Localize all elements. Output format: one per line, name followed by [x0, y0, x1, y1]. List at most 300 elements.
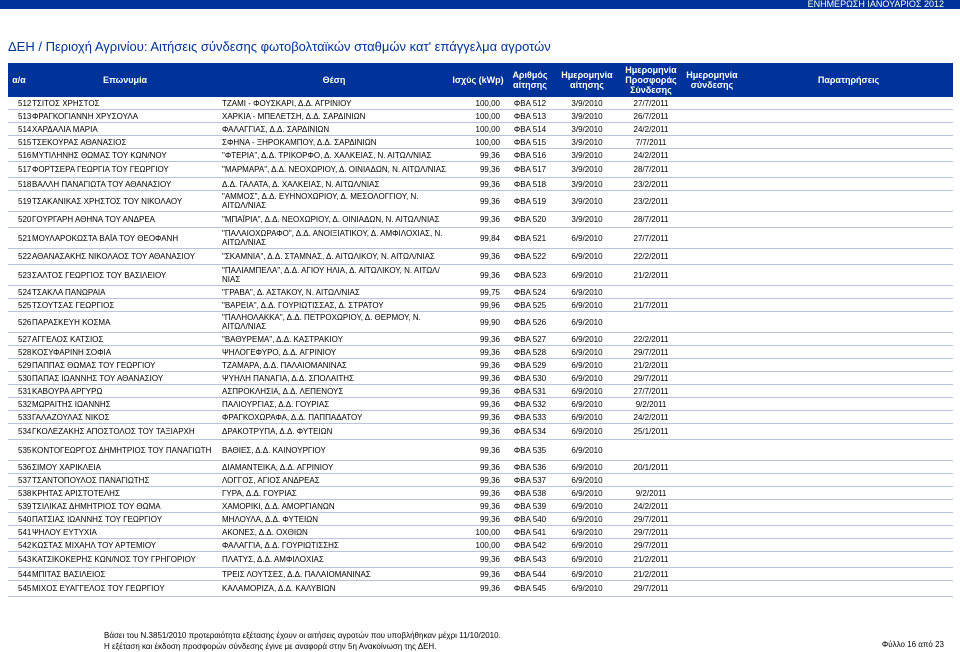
cell-name: ΦΟΡΤΣΕΡΑ ΓΕΩΡΓΙΑ ΤΟΥ ΓΕΩΡΓΙΟΥ	[30, 162, 220, 178]
cell-name: ΒΑΛΛΗ ΠΑΝΑΓΙΩΤΑ ΤΟΥ ΑΘΑΝΑΣΙΟΥ	[30, 178, 220, 191]
cell-aa: 517	[8, 162, 30, 178]
cell-place: "ΠΑΛΙΑΜΠΕΛΑ", Δ.Δ. ΑΓΙΟΥ ΗΛΙΑ, Δ. ΑΙΤΩΛΙΚΟΥ, Ν. ΑΙΤΩΛ/ΝΙΑΣ	[220, 265, 448, 286]
cell-aa: 541	[8, 526, 30, 539]
cell-power: 100,00	[448, 123, 508, 136]
cell-place: ΛΟΓΓΟΣ, ΑΓΙΟΣ ΑΝΔΡΕΑΣ	[220, 474, 448, 487]
cell-offer-date: 29/7/2011	[622, 513, 680, 526]
cell-place: ΑΣΠΡΟΚΛΗΣΙΑ, Δ.Δ. ΛΕΠΕΝΟΥΣ	[220, 385, 448, 398]
cell-application-date: 6/9/2010	[552, 474, 622, 487]
cell-aa: 538	[8, 487, 30, 500]
cell-name: ΠΑΠΠΑΣ ΘΩΜΑΣ ΤΟΥ ΓΕΩΡΓΙΟΥ	[30, 359, 220, 372]
cell-connection-date	[680, 212, 744, 228]
table-row	[8, 97, 953, 110]
cell-place: ΣΦΗΝΑ - ΞΗΡΟΚΑΜΠΟΥ, Δ.Δ. ΣΑΡΔΙΝΙΩΝ	[220, 136, 448, 149]
cell-application-date: 6/9/2010	[552, 539, 622, 552]
cell-offer-date: 28/7/2011	[622, 212, 680, 228]
cell-connection-date	[680, 191, 744, 212]
header-place: Θέση	[220, 63, 448, 97]
cell-power: 99,36	[448, 568, 508, 581]
table-row	[8, 461, 953, 474]
cell-offer-date: 24/2/2011	[622, 123, 680, 136]
cell-power: 99,75	[448, 286, 508, 299]
cell-place: "ΑΜΜΟΣ", Δ.Δ. ΕΥΗΝΟΧΩΡΙΟΥ, Δ. ΜΕΣΟΛΟΓΓΙΟΥ, Ν. ΑΙΤΩΛ/ΝΙΑΣ	[220, 191, 448, 212]
cell-notes	[744, 212, 953, 228]
cell-power: 99,36	[448, 191, 508, 212]
cell-power: 99,36	[448, 552, 508, 568]
cell-application-number: ΦΒΑ 512	[508, 97, 552, 110]
cell-notes	[744, 568, 953, 581]
cell-offer-date: 7/7/2011	[622, 136, 680, 149]
cell-offer-date: 22/2/2011	[622, 333, 680, 346]
cell-place: ΦΡΑΓΚΟΧΩΡΑΦΑ, Δ.Δ. ΠΑΠΠΑΔΑΤΟΥ	[220, 411, 448, 424]
cell-offer-date: 27/7/2011	[622, 228, 680, 249]
cell-power: 100,00	[448, 539, 508, 552]
cell-connection-date	[680, 581, 744, 597]
cell-offer-date	[622, 312, 680, 333]
cell-offer-date: 27/7/2011	[622, 97, 680, 110]
cell-place: ΔΡΑΚΟΤΡΥΠΑ, Δ.Δ. ΦΥΤΕΙΩΝ	[220, 424, 448, 440]
cell-offer-date	[622, 286, 680, 299]
cell-notes	[744, 299, 953, 312]
cell-notes	[744, 178, 953, 191]
cell-application-number: ΦΒΑ 528	[508, 346, 552, 359]
cell-place: ΓΥΡΑ, Δ.Δ. ΓΟΥΡΙΑΣ	[220, 487, 448, 500]
cell-connection-date	[680, 539, 744, 552]
table-header-row	[8, 63, 953, 97]
cell-connection-date	[680, 249, 744, 265]
cell-notes	[744, 359, 953, 372]
cell-connection-date	[680, 568, 744, 581]
cell-application-number: ΦΒΑ 513	[508, 110, 552, 123]
cell-name: ΚΟΝΤΟΓΕΩΡΓΟΣ ΔΗΜΗΤΡΙΟΣ ΤΟΥ ΠΑΝΑΓΙΩΤΗ	[30, 440, 220, 461]
cell-connection-date	[680, 286, 744, 299]
cell-notes	[744, 265, 953, 286]
header-application-date: Ημερομηνία αίτησης	[552, 63, 622, 97]
cell-name: ΠΑΤΣΙΑΣ ΙΩΑΝΝΗΣ ΤΟΥ ΓΕΩΡΓΙΟΥ	[30, 513, 220, 526]
cell-connection-date	[680, 526, 744, 539]
cell-notes	[744, 346, 953, 359]
cell-power: 99,36	[448, 346, 508, 359]
header-connection-date: Ημερομηνία σύνδεσης	[680, 63, 744, 97]
cell-name: ΣΙΜΟΥ ΧΑΡΙΚΛΕΙΑ	[30, 461, 220, 474]
cell-power: 99,36	[448, 385, 508, 398]
cell-place: "ΦΤΕΡΙΑ", Δ.Δ. ΤΡΙΚΟΡΦΟ, Δ. ΧΑΛΚΕΙΑΣ, Ν. ΑΙΤΩΛ/ΝΙΑΣ	[220, 149, 448, 162]
cell-name: ΤΣΑΚΛΑ ΠΑΝΩΡΑΙΑ	[30, 286, 220, 299]
cell-application-date: 6/9/2010	[552, 333, 622, 346]
cell-notes	[744, 513, 953, 526]
cell-application-date: 6/9/2010	[552, 286, 622, 299]
cell-application-number: ΦΒΑ 516	[508, 149, 552, 162]
cell-name: ΧΑΡΔΑΛΙΑ ΜΑΡΙΑ	[30, 123, 220, 136]
cell-place: ΨΗΛΟΓΕΦΥΡΟ, Δ.Δ. ΑΓΡΙΝΙΟΥ	[220, 346, 448, 359]
cell-offer-date: 24/2/2011	[622, 149, 680, 162]
cell-power: 100,00	[448, 136, 508, 149]
cell-offer-date: 29/7/2011	[622, 581, 680, 597]
cell-notes	[744, 526, 953, 539]
cell-aa: 534	[8, 424, 30, 440]
cell-place: ΦΑΛΑΓΓΙΑ, Δ.Δ. ΓΟΥΡΙΩΤΙΣΣΗΣ	[220, 539, 448, 552]
cell-connection-date	[680, 411, 744, 424]
cell-connection-date	[680, 97, 744, 110]
cell-name: ΠΑΠΑΣ ΙΩΑΝΝΗΣ ΤΟΥ ΑΘΑΝΑΣΙΟΥ	[30, 372, 220, 385]
cell-application-date: 6/9/2010	[552, 513, 622, 526]
cell-place: ΨΥΗΛΗ ΠΑΝΑΓΙΑ, Δ.Δ. ΣΠΟΛΑΙΤΗΣ	[220, 372, 448, 385]
header-notes: Παρατηρήσεις	[744, 63, 953, 97]
cell-offer-date: 20/1/2011	[622, 461, 680, 474]
cell-aa: 516	[8, 149, 30, 162]
table-row	[8, 385, 953, 398]
cell-application-number: ΦΒΑ 534	[508, 424, 552, 440]
cell-connection-date	[680, 123, 744, 136]
cell-place: "ΜΠΑΪΡΙΑ", Δ.Δ. ΝΕΟΧΩΡΙΟΥ, Δ. ΟΙΝΙΑΔΩΝ, Ν. ΑΙΤΩΛ/ΝΙΑΣ	[220, 212, 448, 228]
cell-connection-date	[680, 265, 744, 286]
cell-application-number: ΦΒΑ 543	[508, 552, 552, 568]
cell-application-number: ΦΒΑ 532	[508, 398, 552, 411]
cell-offer-date: 27/7/2011	[622, 385, 680, 398]
cell-name: ΑΓΓΕΛΟΣ ΚΑΤΣΙΟΣ	[30, 333, 220, 346]
cell-application-number: ΦΒΑ 542	[508, 539, 552, 552]
cell-power: 99,36	[448, 474, 508, 487]
table-row	[8, 178, 953, 191]
cell-application-number: ΦΒΑ 529	[508, 359, 552, 372]
cell-notes	[744, 581, 953, 597]
cell-power: 99,36	[448, 249, 508, 265]
cell-offer-date: 29/7/2011	[622, 539, 680, 552]
cell-name: ΤΣΑΝΤΟΠΟΥΛΟΣ ΠΑΝΑΓΙΩΤΗΣ	[30, 474, 220, 487]
cell-connection-date	[680, 398, 744, 411]
cell-notes	[744, 110, 953, 123]
cell-application-date: 6/9/2010	[552, 346, 622, 359]
cell-connection-date	[680, 385, 744, 398]
cell-connection-date	[680, 474, 744, 487]
table-row	[8, 500, 953, 513]
cell-connection-date	[680, 461, 744, 474]
table-row	[8, 286, 953, 299]
cell-application-date: 6/9/2010	[552, 299, 622, 312]
table-row	[8, 411, 953, 424]
cell-aa: 543	[8, 552, 30, 568]
cell-power: 99,36	[448, 372, 508, 385]
cell-aa: 545	[8, 581, 30, 597]
cell-name: ΤΣΕΚΟΥΡΑΣ ΑΘΑΝΑΣΙΟΣ	[30, 136, 220, 149]
cell-offer-date: 26/7/2011	[622, 110, 680, 123]
cell-application-number: ΦΒΑ 544	[508, 568, 552, 581]
header-offer-date: Ημερομηνία Προσφοράς Σύνδεσης	[622, 63, 680, 97]
cell-name: ΜΟΥΛΑΡΟΚΩΣΤΑ ΒΑΪΑ ΤΟΥ ΘΕΟΦΑΝΗ	[30, 228, 220, 249]
table-row	[8, 136, 953, 149]
cell-offer-date: 28/7/2011	[622, 162, 680, 178]
cell-application-number: ΦΒΑ 535	[508, 440, 552, 461]
table-row	[8, 346, 953, 359]
table-row	[8, 110, 953, 123]
cell-aa: 539	[8, 500, 30, 513]
cell-power: 99,36	[448, 162, 508, 178]
cell-offer-date	[622, 474, 680, 487]
cell-connection-date	[680, 346, 744, 359]
cell-application-date: 6/9/2010	[552, 424, 622, 440]
cell-aa: 514	[8, 123, 30, 136]
cell-name: ΦΡΑΓΚΟΓΙΑΝΝΗ ΧΡΥΣΟΥΛΑ	[30, 110, 220, 123]
cell-application-date: 3/9/2010	[552, 178, 622, 191]
cell-application-date: 6/9/2010	[552, 385, 622, 398]
cell-notes	[744, 424, 953, 440]
cell-place: "ΒΑΡΕΙΑ", Δ.Δ. ΓΟΥΡΙΩΤΙΣΣΑΣ, Δ. ΣΤΡΑΤΟΥ	[220, 299, 448, 312]
cell-aa: 540	[8, 513, 30, 526]
table-row	[8, 162, 953, 178]
footer-line-2: Η εξέταση και έκδοση προσφορών σύνδεσης έγινε με αναφορά στην 5η Ανακοίνωση της ΔΕΗ.	[104, 642, 437, 651]
cell-name: ΚΩΣΤΑΣ ΜΙΧΑΗΛ ΤΟΥ ΑΡΤΕΜΙΟΥ	[30, 539, 220, 552]
footer-note	[104, 630, 501, 652]
cell-notes	[744, 372, 953, 385]
cell-notes	[744, 398, 953, 411]
cell-power: 99,36	[448, 487, 508, 500]
cell-application-number: ΦΒΑ 524	[508, 286, 552, 299]
cell-name: ΚΑΤΣΙΚΟΚΕΡΗΣ ΚΩΝ/ΝΟΣ ΤΟΥ ΓΡΗΓΟΡΙΟΥ	[30, 552, 220, 568]
cell-power: 99,36	[448, 265, 508, 286]
cell-offer-date: 9/2/2011	[622, 398, 680, 411]
cell-place: ΠΑΛΙΟΥΡΓΙΑΣ, Δ.Δ. ΓΟΥΡΙΑΣ	[220, 398, 448, 411]
cell-name: ΣΑΛΤΟΣ ΓΕΩΡΓΙΟΣ ΤΟΥ ΒΑΣΙΛΕΙΟΥ	[30, 265, 220, 286]
table-row	[8, 372, 953, 385]
cell-place: ΤΡΕΙΣ ΛΟΥΤΣΕΣ, Δ.Δ. ΠΑΛΑΙΟΜΑΝΙΝΑΣ	[220, 568, 448, 581]
cell-offer-date: 25/1/2011	[622, 424, 680, 440]
cell-application-date: 6/9/2010	[552, 568, 622, 581]
cell-connection-date	[680, 299, 744, 312]
cell-power: 99,36	[448, 178, 508, 191]
applications-table	[8, 63, 953, 597]
cell-offer-date: 29/7/2011	[622, 346, 680, 359]
cell-application-number: ΦΒΑ 539	[508, 500, 552, 513]
cell-place: ΒΑΘΙΕΣ, Δ.Δ. ΚΑΙΝΟΥΡΓΙΟΥ	[220, 440, 448, 461]
cell-application-number: ΦΒΑ 526	[508, 312, 552, 333]
cell-name: ΑΘΑΝΑΣΑΚΗΣ ΝΙΚΟΛΑΟΣ ΤΟΥ ΑΘΑΝΑΣΙΟΥ	[30, 249, 220, 265]
cell-application-number: ΦΒΑ 517	[508, 162, 552, 178]
cell-place: ΦΑΛΑΓΓΙΑΣ, Δ.Δ. ΣΑΡΔΙΝΙΩΝ	[220, 123, 448, 136]
cell-name: ΨΗΛΟΥ ΕΥΤΥΧΙΑ	[30, 526, 220, 539]
cell-notes	[744, 249, 953, 265]
cell-application-date: 6/9/2010	[552, 249, 622, 265]
cell-application-number: ΦΒΑ 541	[508, 526, 552, 539]
cell-power: 100,00	[448, 110, 508, 123]
update-label: ΕΝΗΜΕΡΩΣΗ ΙΑΝΟΥΑΡΙΟΣ 2012	[807, 0, 944, 9]
cell-power: 99,84	[448, 228, 508, 249]
cell-power: 99,36	[448, 581, 508, 597]
cell-offer-date: 29/7/2011	[622, 526, 680, 539]
cell-aa: 532	[8, 398, 30, 411]
cell-name: ΜΩΡΑΙΤΗΣ ΙΩΑΝΝΗΣ	[30, 398, 220, 411]
cell-application-number: ΦΒΑ 521	[508, 228, 552, 249]
cell-notes	[744, 552, 953, 568]
cell-place: ΤΖΑΜΑΡΑ, Δ.Δ. ΠΑΛΑΙΟΜΑΝΙΝΑΣ	[220, 359, 448, 372]
cell-aa: 519	[8, 191, 30, 212]
cell-connection-date	[680, 552, 744, 568]
cell-offer-date: 23/2/2011	[622, 178, 680, 191]
cell-connection-date	[680, 487, 744, 500]
cell-name: ΜΙΧΟΣ ΕΥΑΓΓΕΛΟΣ ΤΟΥ ΓΕΩΡΓΙΟΥ	[30, 581, 220, 597]
cell-aa: 515	[8, 136, 30, 149]
cell-connection-date	[680, 136, 744, 149]
cell-place: ΧΑΜΟΡΙΚΙ, Δ.Δ. ΑΜΟΡΓΙΑΝΩΝ	[220, 500, 448, 513]
table-row	[8, 333, 953, 346]
cell-name: ΚΑΒΟΥΡΑ ΑΡΓΥΡΩ	[30, 385, 220, 398]
cell-connection-date	[680, 110, 744, 123]
cell-application-date: 3/9/2010	[552, 97, 622, 110]
cell-notes	[744, 149, 953, 162]
cell-application-number: ΦΒΑ 525	[508, 299, 552, 312]
document-title: ΔΕΗ / Περιοχή Αγρινίου: Αιτήσεις σύνδεσης φωτοβολταϊκών σταθμών κατ' επάγγελμα αγροτών	[8, 39, 551, 54]
cell-application-number: ΦΒΑ 519	[508, 191, 552, 212]
table-row	[8, 440, 953, 461]
cell-place: ΧΑΡΚΙΑ - ΜΠΕΛΕΤΣΗ, Δ.Δ. ΣΑΡΔΙΝΙΩΝ	[220, 110, 448, 123]
cell-place: Δ.Δ. ΓΑΛΑΤΑ, Δ. ΧΑΛΚΕΙΑΣ, Ν. ΑΙΤΩΛ/ΝΙΑΣ	[220, 178, 448, 191]
cell-place: ΤΖΑΜΙ - ΦΟΥΣΚΑΡΙ, Δ.Δ. ΑΓΡΙΝΙΟΥ	[220, 97, 448, 110]
cell-application-number: ΦΒΑ 515	[508, 136, 552, 149]
cell-power: 99,36	[448, 500, 508, 513]
cell-aa: 529	[8, 359, 30, 372]
cell-aa: 523	[8, 265, 30, 286]
cell-aa: 526	[8, 312, 30, 333]
cell-application-date: 6/9/2010	[552, 312, 622, 333]
cell-notes	[744, 500, 953, 513]
cell-aa: 513	[8, 110, 30, 123]
cell-place: ΔΙΑΜΑΝΤΕΙΚΑ, Δ.Δ. ΑΓΡΙΝΙΟΥ	[220, 461, 448, 474]
table-row	[8, 487, 953, 500]
cell-notes	[744, 411, 953, 424]
cell-aa: 520	[8, 212, 30, 228]
table-row	[8, 228, 953, 249]
cell-power: 99,36	[448, 333, 508, 346]
cell-application-date: 3/9/2010	[552, 136, 622, 149]
cell-aa: 524	[8, 286, 30, 299]
table-row	[8, 539, 953, 552]
cell-aa: 531	[8, 385, 30, 398]
cell-power: 99,36	[448, 398, 508, 411]
cell-application-number: ΦΒΑ 520	[508, 212, 552, 228]
cell-offer-date: 21/2/2011	[622, 568, 680, 581]
table-row	[8, 265, 953, 286]
cell-application-date: 3/9/2010	[552, 212, 622, 228]
cell-notes	[744, 461, 953, 474]
cell-offer-date: 21/2/2011	[622, 265, 680, 286]
cell-name: ΤΣΙΛΙΚΑΣ ΔΗΜΗΤΡΙΟΣ ΤΟΥ ΘΩΜΑ	[30, 500, 220, 513]
cell-application-date: 6/9/2010	[552, 372, 622, 385]
cell-application-date: 6/9/2010	[552, 398, 622, 411]
page-indicator: Φύλλο 16 από 23	[881, 640, 944, 649]
table-row	[8, 398, 953, 411]
cell-notes	[744, 539, 953, 552]
cell-connection-date	[680, 228, 744, 249]
cell-application-date: 6/9/2010	[552, 552, 622, 568]
cell-aa: 530	[8, 372, 30, 385]
cell-name: ΤΣΑΚΑΝΙΚΑΣ ΧΡΗΣΤΟΣ ΤΟΥ ΝΙΚΟΛΑΟΥ	[30, 191, 220, 212]
cell-place: "ΣΚΑΜΝΙΑ", Δ.Δ. ΣΤΑΜΝΑΣ, Δ. ΑΙΤΩΛΙΚΟΥ, Ν. ΑΙΤΩΛ/ΝΙΑΣ	[220, 249, 448, 265]
cell-aa: 522	[8, 249, 30, 265]
cell-application-date: 3/9/2010	[552, 149, 622, 162]
table-row	[8, 552, 953, 568]
cell-aa: 527	[8, 333, 30, 346]
cell-aa: 528	[8, 346, 30, 359]
cell-connection-date	[680, 372, 744, 385]
cell-power: 99,96	[448, 299, 508, 312]
cell-power: 99,36	[448, 411, 508, 424]
table-row	[8, 149, 953, 162]
cell-notes	[744, 191, 953, 212]
cell-application-date: 6/9/2010	[552, 461, 622, 474]
cell-offer-date: 21/2/2011	[622, 552, 680, 568]
cell-notes	[744, 440, 953, 461]
cell-name: ΓΟΥΡΓΑΡΗ ΑΘΗΝΑ ΤΟΥ ΑΝΔΡΕΑ	[30, 212, 220, 228]
cell-name: ΠΑΡΑΣΚΕΥΗ ΚΟΣΜΑ	[30, 312, 220, 333]
cell-aa: 525	[8, 299, 30, 312]
cell-connection-date	[680, 359, 744, 372]
cell-aa: 537	[8, 474, 30, 487]
cell-offer-date: 22/2/2011	[622, 249, 680, 265]
cell-connection-date	[680, 513, 744, 526]
cell-connection-date	[680, 440, 744, 461]
cell-offer-date: 21/2/2011	[622, 359, 680, 372]
cell-connection-date	[680, 149, 744, 162]
cell-application-number: ΦΒΑ 518	[508, 178, 552, 191]
table-row	[8, 513, 953, 526]
cell-name: ΜΥΤΙΛΗΝΗΣ ΘΩΜΑΣ ΤΟΥ ΚΩΝ/ΝΟΥ	[30, 149, 220, 162]
cell-place: ΜΗΛΟΥΛΑ, Δ.Δ. ΦΥΤΕΙΩΝ	[220, 513, 448, 526]
cell-application-date: 3/9/2010	[552, 123, 622, 136]
header-application-number: Αριθμός αίτησης	[508, 63, 552, 97]
cell-application-date: 6/9/2010	[552, 526, 622, 539]
cell-application-number: ΦΒΑ 527	[508, 333, 552, 346]
cell-connection-date	[680, 500, 744, 513]
cell-notes	[744, 228, 953, 249]
top-banner	[0, 0, 960, 9]
cell-aa: 542	[8, 539, 30, 552]
table-row	[8, 581, 953, 597]
cell-place: "ΜΑΡΜΑΡΑ", Δ.Δ. ΝΕΟΧΩΡΙΟΥ, Δ. ΟΙΝΙΑΔΩΝ, Ν. ΑΙΤΩΛ/ΝΙΑΣ	[220, 162, 448, 178]
cell-application-date: 6/9/2010	[552, 265, 622, 286]
table-body	[8, 97, 953, 597]
cell-application-number: ΦΒΑ 536	[508, 461, 552, 474]
header-name: Επωνυμία	[30, 63, 220, 97]
cell-offer-date: 24/2/2011	[622, 500, 680, 513]
cell-name: ΤΣΙΤΟΣ ΧΡΗΣΤΟΣ	[30, 97, 220, 110]
table-row	[8, 249, 953, 265]
cell-power: 99,36	[448, 212, 508, 228]
table-row	[8, 474, 953, 487]
cell-name: ΓΚΟΛΕΖΑΚΗΣ ΑΠΟΣΤΟΛΟΣ ΤΟΥ ΤΑΞΙΑΡΧΗ	[30, 424, 220, 440]
cell-name: ΤΣΟΥΤΣΑΣ ΓΕΩΡΓΙΟΣ	[30, 299, 220, 312]
cell-power: 99,90	[448, 312, 508, 333]
cell-application-number: ΦΒΑ 540	[508, 513, 552, 526]
table-row	[8, 212, 953, 228]
table-row	[8, 299, 953, 312]
cell-application-date: 6/9/2010	[552, 440, 622, 461]
table-row	[8, 424, 953, 440]
cell-application-date: 6/9/2010	[552, 359, 622, 372]
cell-connection-date	[680, 178, 744, 191]
table-row	[8, 191, 953, 212]
cell-aa: 533	[8, 411, 30, 424]
cell-application-number: ΦΒΑ 531	[508, 385, 552, 398]
cell-place: "ΠΑΛΗΟΛΑΚΚΑ", Δ.Δ. ΠΕΤΡΟΧΩΡΙΟΥ, Δ. ΘΕΡΜΟΥ, Ν. ΑΙΤΩΛ/ΝΙΑΣ	[220, 312, 448, 333]
cell-aa: 521	[8, 228, 30, 249]
cell-offer-date: 9/2/2011	[622, 487, 680, 500]
cell-power: 99,36	[448, 440, 508, 461]
cell-aa: 518	[8, 178, 30, 191]
cell-place: ΑΚΟΝΕΣ, Δ.Δ. ΟΧΘΙΩΝ	[220, 526, 448, 539]
cell-offer-date: 23/2/2011	[622, 191, 680, 212]
cell-place: "ΓΡΑΒΑ", Δ. ΑΣΤΑΚΟΥ, Ν. ΑΙΤΩΛ/ΝΙΑΣ	[220, 286, 448, 299]
table-row	[8, 526, 953, 539]
cell-application-number: ΦΒΑ 514	[508, 123, 552, 136]
